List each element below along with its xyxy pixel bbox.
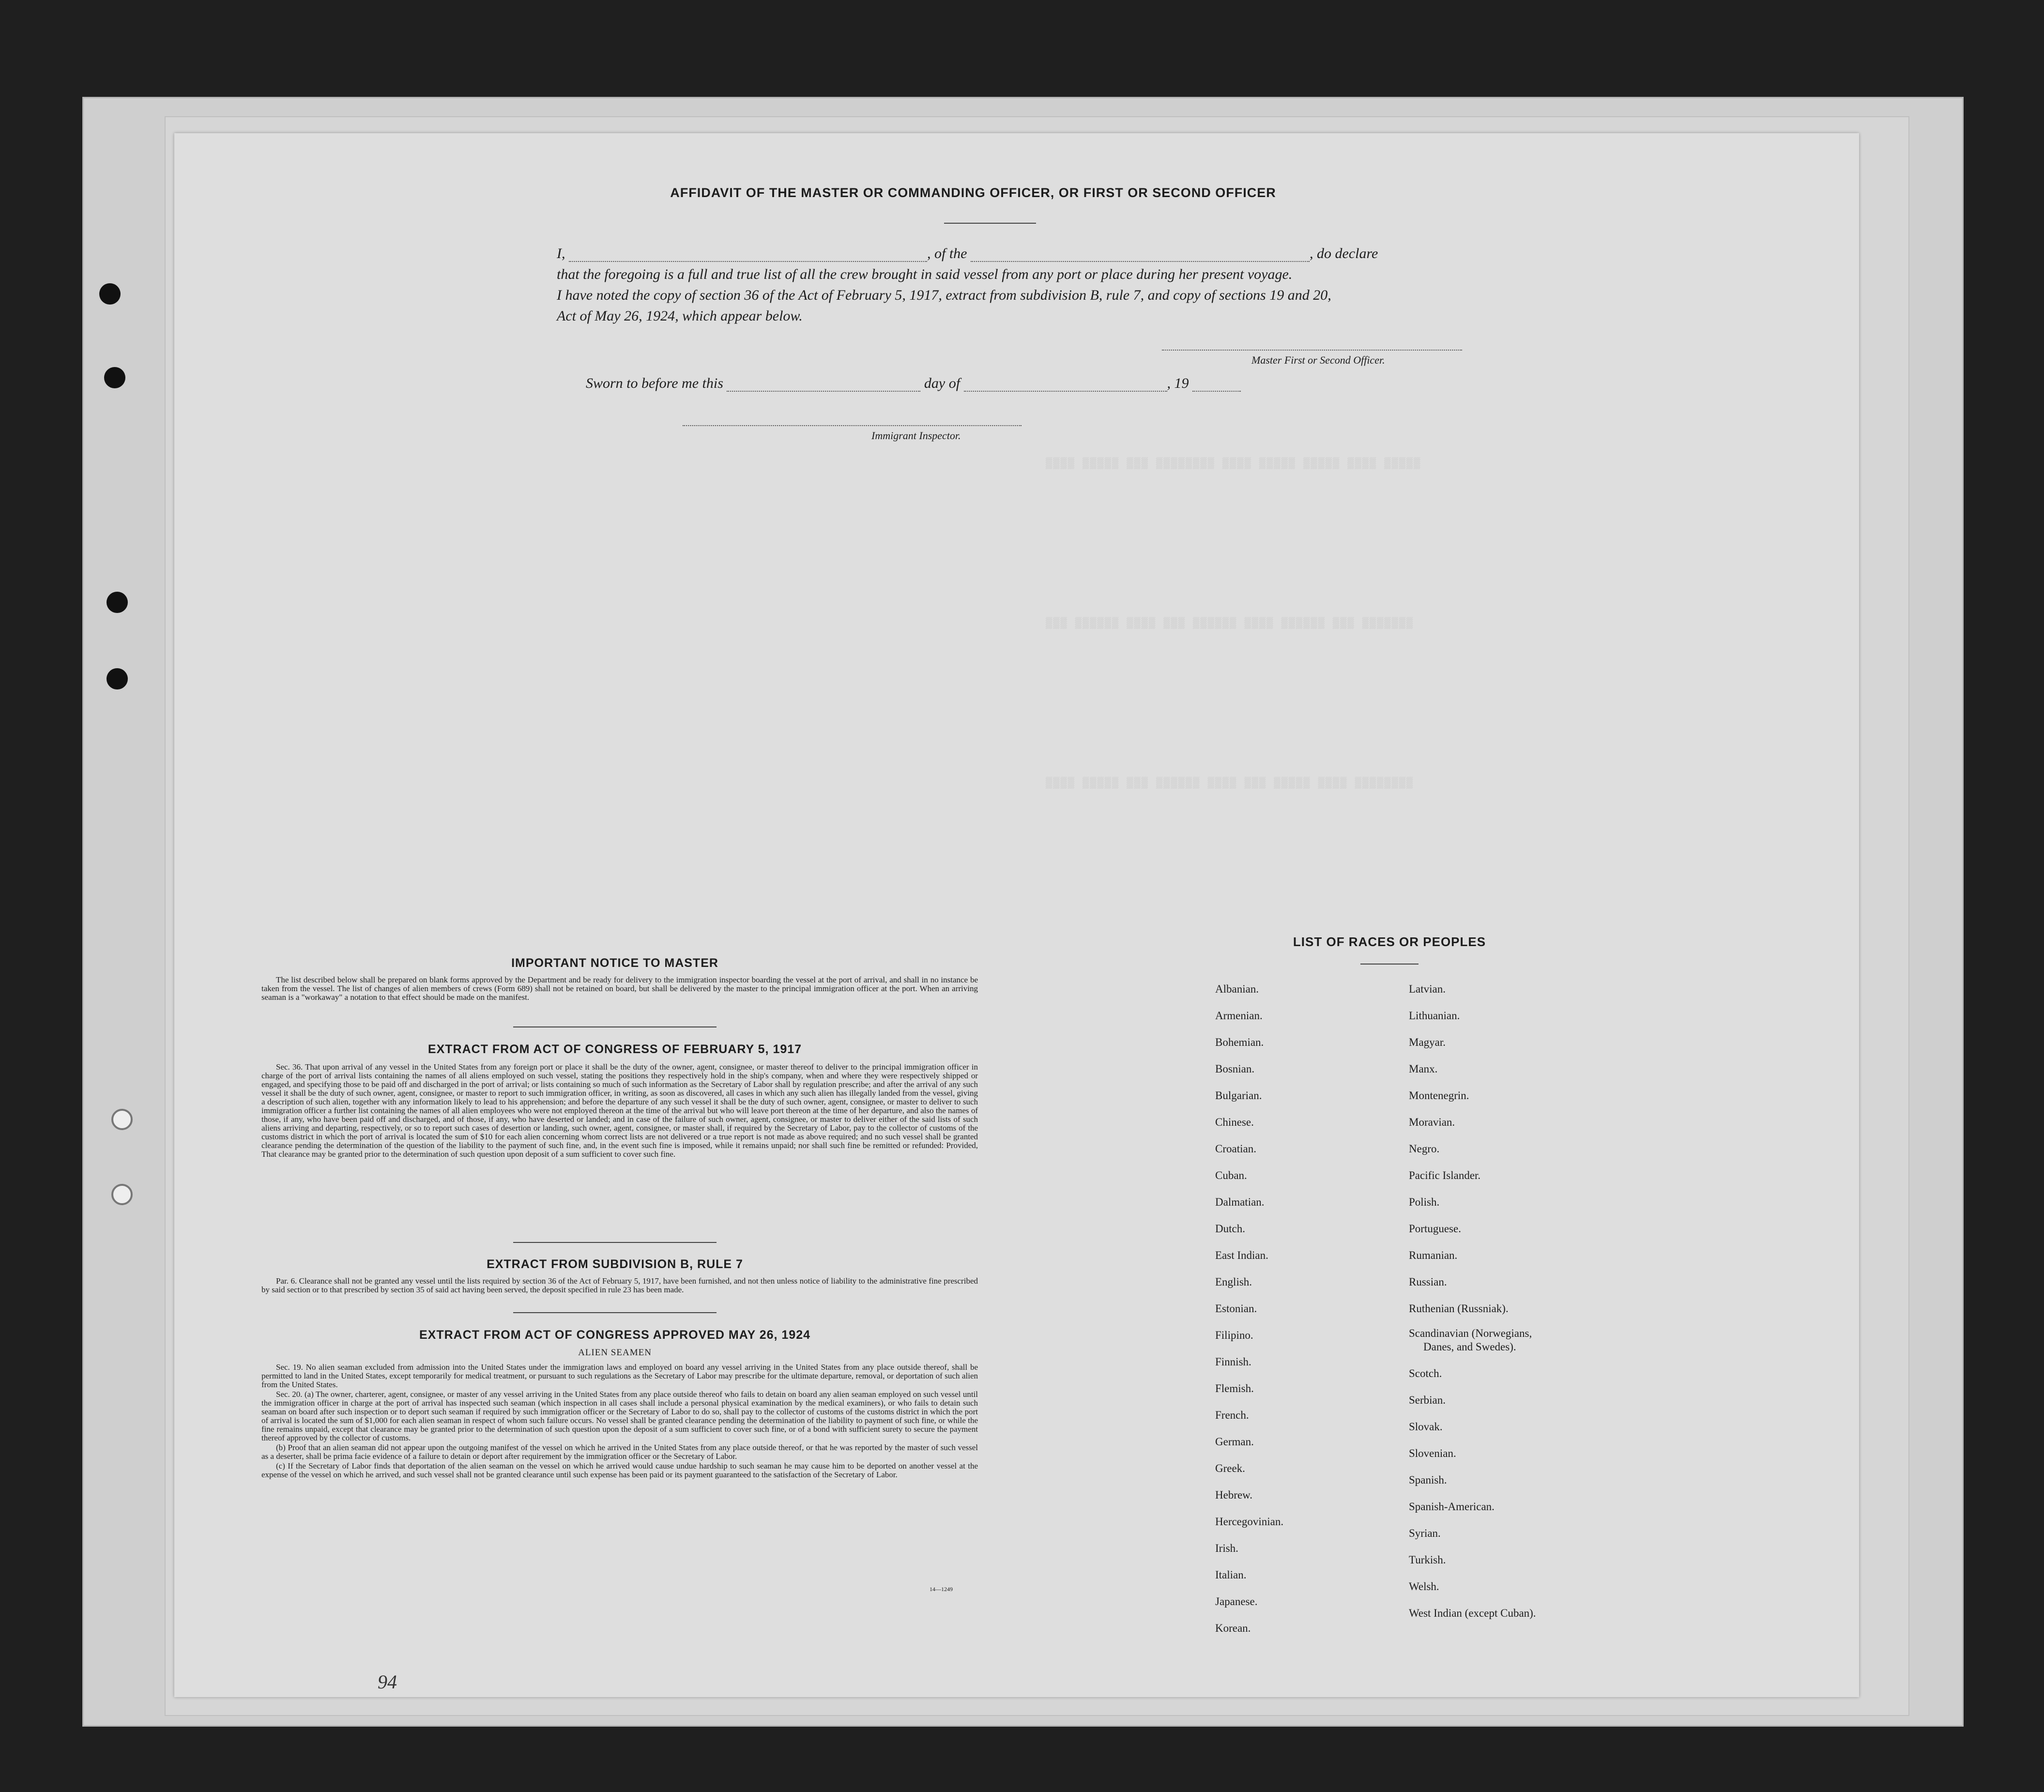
master-caption: Master First or Second Officer.	[1251, 354, 1385, 366]
race-item: Moravian.	[1409, 1116, 1455, 1128]
notice-paragraph: The list described below shall be prepared on blank forms approved by the Department and be ready for delivery to the immigration inspector boarding the vessel at the port of arrival, and shall in no instance be taken from the vessel. The list of changes of alien members of crews (Form 689) shall not be retained on board, but shall be delivered by the master to the principal immigration officer at the port. When an arriving seaman is a "workaway" a notation to that effect should be made on the manifest.	[261, 975, 978, 1002]
race-item: Korean.	[1215, 1622, 1251, 1634]
race-item: Scotch.	[1409, 1367, 1442, 1379]
bleed-through: ▒▒▒▒ ▒▒▒▒▒ ▒▒▒ ▒▒▒▒▒▒▒▒ ▒▒▒▒ ▒▒▒▒▒ ▒▒▒▒▒ ▒▒▒▒ ▒▒▒▒▒	[1046, 458, 1421, 470]
race-item: German.	[1215, 1436, 1254, 1448]
race-item: English.	[1215, 1276, 1252, 1288]
inspector-caption: Immigrant Inspector.	[871, 429, 961, 442]
affidavit-of-the: , of the	[927, 245, 967, 261]
section-19: Sec. 19. No alien seaman excluded from admission into the United States under the immigration laws and employed on board any vessel arriving in the United States from any place outside thereof, shall be permitted to land in the United States, except temporarily for medical treatment, or pursuant to such regulations as the Secretary of Labor may prescribe for the ultimate departure, removal, or deportation of such alien from the United States.	[261, 1363, 978, 1389]
race-item: Pacific Islander.	[1409, 1169, 1481, 1181]
race-item: Spanish.	[1409, 1474, 1447, 1486]
sworn-prefix: Sworn to before me this	[586, 375, 723, 391]
sworn-year-blank[interactable]	[1192, 378, 1241, 392]
race-item: French.	[1215, 1409, 1249, 1421]
act-1924-text	[261, 1363, 978, 1480]
document-page	[174, 133, 1859, 1697]
race-item: Dalmatian.	[1215, 1196, 1265, 1208]
races-left-column	[1215, 976, 1283, 1641]
alien-seamen-subtitle: ALIEN SEAMEN	[578, 1348, 652, 1358]
punch-hole	[107, 668, 128, 689]
races-title: LIST OF RACES OR PEOPLES	[1293, 934, 1486, 949]
race-item: Montenegrin.	[1409, 1089, 1469, 1102]
sworn-date-blank[interactable]	[727, 378, 920, 392]
handwritten-mark: 94	[378, 1671, 397, 1693]
punch-hole	[99, 283, 121, 305]
race-item: Hebrew.	[1215, 1489, 1253, 1501]
name-blank[interactable]	[569, 248, 927, 262]
race-item: Bohemian.	[1215, 1036, 1264, 1048]
race-item: Polish.	[1409, 1196, 1440, 1208]
race-item: Italian.	[1215, 1569, 1247, 1581]
race-item: Filipino.	[1215, 1329, 1253, 1341]
race-item: Lithuanian.	[1409, 1010, 1460, 1022]
divider	[944, 223, 1036, 224]
race-item-line: Danes, and Swedes).	[1423, 1341, 1516, 1353]
section-20b: (b) Proof that an alien seaman did not appear upon the outgoing manifest of the vessel on which he arrived in the United States from any place outside thereof, or that he was reported by the master of such vessel as a deserter, shall be prima facie evidence of a failure to detain or deport after requirement by the immigration officer or the Secretary of Labor.	[261, 1443, 978, 1461]
race-item: Japanese.	[1215, 1595, 1258, 1608]
race-item: Cuban.	[1215, 1169, 1247, 1181]
race-item-line: Scandinavian (Norwegians,	[1409, 1327, 1532, 1339]
master-signature-line[interactable]	[1162, 350, 1462, 351]
race-item: Negro.	[1409, 1143, 1440, 1155]
race-item: Rumanian.	[1409, 1249, 1458, 1261]
affidavit-declare: , do declare	[1310, 245, 1378, 261]
affidavit-line-1	[557, 245, 1378, 262]
race-item	[1409, 1322, 1536, 1360]
race-item: Magyar.	[1409, 1036, 1446, 1048]
race-item: East Indian.	[1215, 1249, 1268, 1261]
punch-hole	[111, 1109, 133, 1130]
race-item: Spanish-American.	[1409, 1501, 1495, 1513]
race-item: Syrian.	[1409, 1527, 1441, 1539]
divider	[513, 1242, 717, 1243]
affidavit-line-3: I have noted the copy of section 36 of the Act of February 5, 1917, extract from subdivision B, rule 7, and copy of sections 19 and 20,	[557, 287, 1331, 303]
race-item: Welsh.	[1409, 1580, 1439, 1593]
race-item: Flemish.	[1215, 1382, 1254, 1394]
section-20a: Sec. 20. (a) The owner, charterer, agent, consignee, or master of any vessel arriving in the United States from any place outside thereof who fails to detain on board any alien seaman employed on such vessel until the immigration officer in charge at the port of arrival has inspected such seaman (which inspection in all cases shall include a personal physical examination by the medical examiners), or who fails to detain such seaman on board after such inspection or to deport such seaman if required by such immigration officer or the Secretary of Labor to do so, shall pay to the collector of customs of the customs district in which the port of arrival is located the sum of $1,000 for each alien seaman in respect of whom such failure occurs. No vessel shall be granted clearance pending the determination of the liability to payment of such fine, or while the fine remains unpaid, except that clearance may be granted prior to the determination of such question upon the deposit of a sum sufficient to cover such fine, or of a bond with sufficient surety to secure the payment thereof approved by the collector of customs.	[261, 1390, 978, 1442]
rule-7-title: EXTRACT FROM SUBDIVISION B, RULE 7	[487, 1257, 743, 1271]
race-item: Russian.	[1409, 1276, 1447, 1288]
act-1917-text	[261, 1063, 978, 1160]
race-item: Bulgarian.	[1215, 1089, 1262, 1102]
race-item: Armenian.	[1215, 1010, 1263, 1022]
divider	[1360, 964, 1419, 965]
notice-title: IMPORTANT NOTICE TO MASTER	[511, 956, 718, 970]
race-item: Greek.	[1215, 1462, 1245, 1474]
race-item: Croatian.	[1215, 1143, 1256, 1155]
rule-7-text	[261, 1277, 978, 1295]
notice-text	[261, 976, 978, 1003]
race-item: Dutch.	[1215, 1223, 1245, 1235]
race-item: Portuguese.	[1409, 1223, 1461, 1235]
act-1917-title: EXTRACT FROM ACT OF CONGRESS OF FEBRUARY 5, 1917	[427, 1042, 802, 1056]
divider	[513, 1026, 717, 1027]
race-item: Slovak.	[1409, 1421, 1443, 1433]
act-1924-title: EXTRACT FROM ACT OF CONGRESS APPROVED MAY 26, 1924	[419, 1328, 811, 1342]
race-item: Latvian.	[1409, 983, 1446, 995]
race-item: Manx.	[1409, 1063, 1438, 1075]
race-item: Ruthenian (Russniak).	[1409, 1302, 1509, 1315]
races-right-column	[1409, 976, 1536, 1626]
race-item: Slovenian.	[1409, 1447, 1456, 1459]
affidavit-line-2: that the foregoing is a full and true list of all the crew brought in said vessel from any port or place during her present voyage.	[557, 266, 1293, 282]
bleed-through: ▒▒▒▒ ▒▒▒▒▒ ▒▒▒ ▒▒▒▒▒▒ ▒▒▒▒ ▒▒▒ ▒▒▒▒▒ ▒▒▒▒ ▒▒▒▒▒▒▒▒	[1046, 777, 1414, 789]
form-number: 14—1249	[930, 1586, 953, 1593]
section-36: Sec. 36. That upon arrival of any vessel in the United States from any foreign port or place it shall be the duty of the owner, agent, consignee, or master thereof to deliver to the principal immigration officer in charge of the port of arrival lists containing the names of all aliens employed on such vessel, stating the positions they respectively hold in the ship's company, when and where they were respectively shipped or engaged, and specifying those to be paid off and discharged in the port of arrival; or lists containing so much of such information as the Secretary of Labor shall by regulation prescribe; and after the arrival of any such vessel it shall be the duty of such owner, agent, consignee, or master to report to such immigration officer, in writing, as soon as discovered, all cases in which any such alien has illegally landed from the vessel, giving a description of such alien, together with any information likely to lead to his apprehension; and before the departure of any such vessel it shall be the duty of such owner, agent, consignee, or master to deliver to such immigration officer a further list containing the names of all alien employees who were not employed thereon at the time of the arrival but who will leave port thereon at the time of her departure, and also the names of those, if any, who have been paid off and discharged, and of those, if any, who have deserted or landed; and in case of the failure of such owner, agent, consignee, or master to deliver either of the said lists of such aliens arriving and departing, respectively, or so to report such cases of desertion or landing, such owner, agent, consignee, or master shall, if required by the Secretary of Labor, pay to the collector of customs of the customs district in which the port of arrival is located the sum of $10 for each alien concerning whom correct lists are not delivered or a true report is not made as above required; and no such vessel shall be granted clearance pending the determination of the question of the liability to the payment of such fine, and, in the event such fine is imposed, while it remains unpaid; nor shall such fine be remitted or refunded: Provided, That clearance may be granted prior to the determination of such question upon deposit of a sum sufficient to cover such fine.	[261, 1062, 978, 1159]
race-item: Finnish.	[1215, 1356, 1251, 1368]
race-item: Bosnian.	[1215, 1063, 1255, 1075]
sworn-line	[586, 375, 1241, 392]
race-item: West Indian (except Cuban).	[1409, 1607, 1536, 1619]
race-item: Irish.	[1215, 1542, 1238, 1554]
inspector-signature-line[interactable]	[683, 425, 1022, 427]
punch-hole	[107, 592, 128, 613]
race-item: Hercegovinian.	[1215, 1516, 1284, 1528]
sworn-year: , 19	[1167, 375, 1189, 391]
race-item: Albanian.	[1215, 983, 1259, 995]
affidavit-i: I,	[557, 245, 565, 261]
vessel-blank[interactable]	[971, 248, 1310, 262]
race-item: Chinese.	[1215, 1116, 1254, 1128]
sworn-month-blank[interactable]	[964, 378, 1167, 392]
race-item: Serbian.	[1409, 1394, 1446, 1406]
punch-hole	[111, 1184, 133, 1205]
affidavit-line-4: Act of May 26, 1924, which appear below.	[557, 308, 803, 324]
sworn-day: day of	[924, 375, 961, 391]
affidavit-title: AFFIDAVIT OF THE MASTER OR COMMANDING OFFICER, OR FIRST OR SECOND OFFICER	[670, 185, 1276, 200]
paragraph-6: Par. 6. Clearance shall not be granted any vessel until the lists required by section 36 of the Act of February 5, 1917, have been furnished, and not then unless notice of liability to the administrative fine prescribed by said section or to that prescribed by section 35 of said act having been served, the deposit specified in rule 23 has been made.	[261, 1276, 978, 1294]
race-item: Estonian.	[1215, 1302, 1257, 1315]
divider	[513, 1312, 717, 1313]
bleed-through: ▒▒▒ ▒▒▒▒▒▒ ▒▒▒▒ ▒▒▒ ▒▒▒▒▒▒ ▒▒▒▒ ▒▒▒▒▒▒ ▒▒▒ ▒▒▒▒▒▒▒	[1046, 617, 1414, 629]
punch-hole	[104, 367, 125, 388]
race-item: Turkish.	[1409, 1554, 1446, 1566]
section-20c: (c) If the Secretary of Labor finds that deportation of the alien seaman on the vessel on which he arrived would cause undue hardship to such seaman he may cause him to be deported on another vessel at the expense of the vessel on which he arrived, and such vessel shall not be granted clearance until such expense has been paid or its payment guaranteed to the satisfaction of the Secretary of Labor.	[261, 1461, 978, 1479]
